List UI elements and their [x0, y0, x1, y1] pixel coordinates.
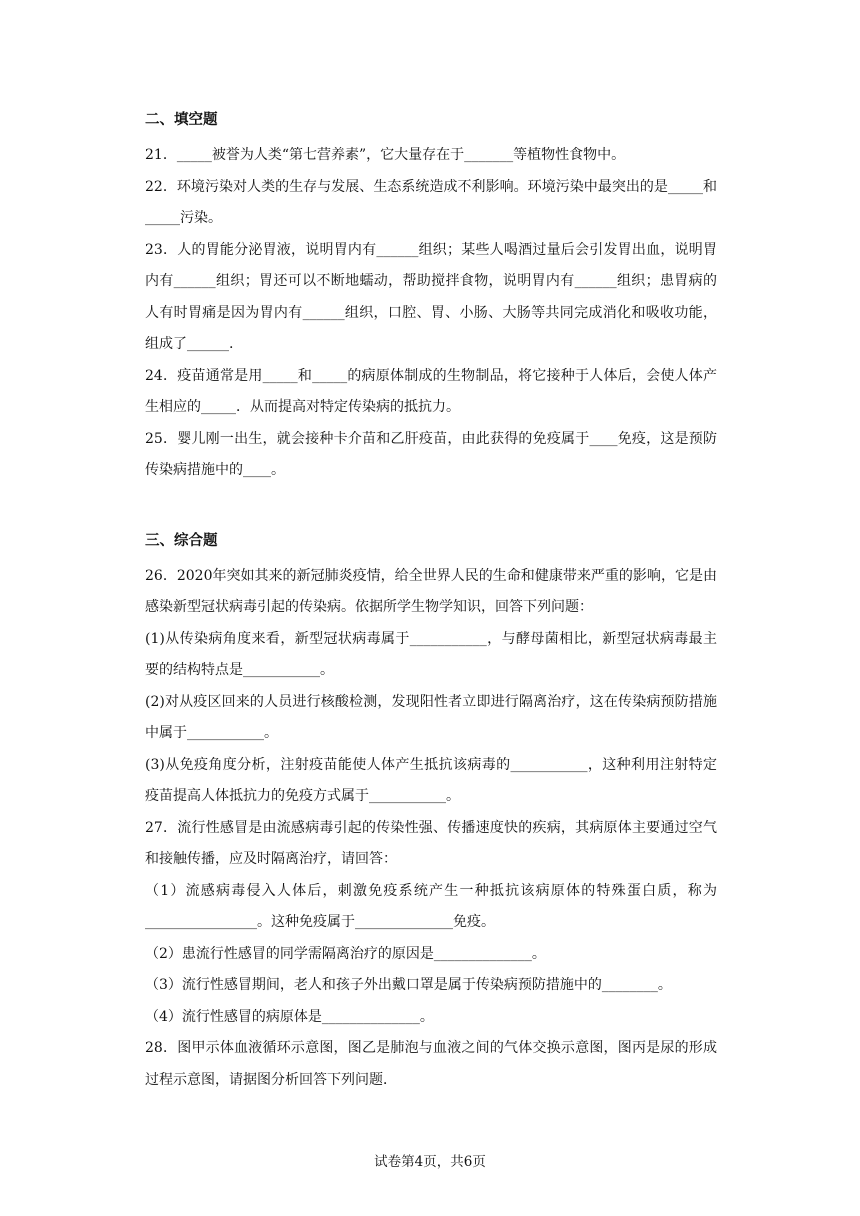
exam-page: [145, 110, 717, 1096]
page-footer: 试卷第4页，共6页: [374, 1154, 486, 1170]
section-heading: 二、填空题: [145, 112, 218, 128]
section-spacer: [145, 487, 717, 531]
question-27-part-3: （3）流行性感冒期间，老人和孩子外出戴口罩是属于传染病预防措施中的________。: [145, 977, 672, 993]
section-heading: 三、综合题: [145, 532, 218, 549]
question-24: 24．疫苗通常是用_____和_____的病原体制成的生物制品，将它接种于人体后，会使人体产生相应的_____．从而提高对特定传染病的抵抗力。: [145, 367, 717, 415]
question-25: 25．婴儿刚一出生，就会接种卡介苗和乙肝疫苗，由此获得的免疫属于____免疫，这是预防传染病措施中的____。: [145, 430, 717, 478]
question-26-part-3: (3)从免疫角度分析，注射疫苗能使人体产生抵抗该病毒的___________，这种利用注射特定疫苗提高人体抵抗力的免疫方式属于___________。: [145, 756, 717, 804]
question-26-intro: 26．2020年突如其来的新冠肺炎疫情，给全世界人民的生命和健康带来严重的影响，它是由感染新型冠状病毒引起的传染病。依据所学生物学知识，回答下列问题：: [145, 567, 717, 615]
question-27-part-1: （1）流感病毒侵入人体后，刺激免疫系统产生一种抵抗该病原体的特殊蛋白质，称为________________。这种免疫属于______________免疫。: [145, 882, 717, 930]
question-26-part-2: (2)对从疫区回来的人员进行核酸检测，发现阳性者立即进行隔离治疗，这在传染病预防措施中属于___________。: [145, 693, 717, 741]
section-comprehensive: [145, 531, 717, 1097]
question-26-part-1: (1)从传染病角度来看，新型冠状病毒属于___________，与酵母菌相比，新型冠状病毒最主要的结构特点是___________。: [145, 630, 717, 678]
section-fill-in: [145, 110, 717, 487]
question-22: 22．环境污染对人类的生存与发展、生态系统造成不利影响。环境污染中最突出的是_____和_____污染。: [145, 178, 717, 226]
question-28-intro: 28．图甲示体血液循环示意图，图乙是肺泡与血液之间的气体交换示意图，图丙是尿的形成过程示意图，请据图分析回答下列问题．: [145, 1040, 717, 1088]
question-27-intro: 27．流行性感冒是由流感病毒引起的传染性强、传播速度快的疾病，其病原体主要通过空气和接触传播，应及时隔离治疗，请回答：: [145, 819, 717, 867]
question-27-part-2: （2）患流行性感冒的同学需隔离治疗的原因是______________。: [145, 945, 546, 962]
question-23: 23．人的胃能分泌胃液，说明胃内有______组织；某些人喝酒过量后会引发胃出血，说明胃内有______组织；胃还可以不断地蠕动，帮助搅拌食物，说明胃内有______组织；患胃病的人有时胃痛是因为胃内有______组织，口腔、胃、小肠、大肠等共同完成消化和吸收功能，组成了______.: [145, 241, 717, 352]
question-27-part-4: （4）流行性感冒的病原体是______________。: [145, 1008, 434, 1025]
question-21: 21．_____被誉为人类“第七营养素”，它大量存在于_______等植物性食物中。: [145, 147, 626, 163]
